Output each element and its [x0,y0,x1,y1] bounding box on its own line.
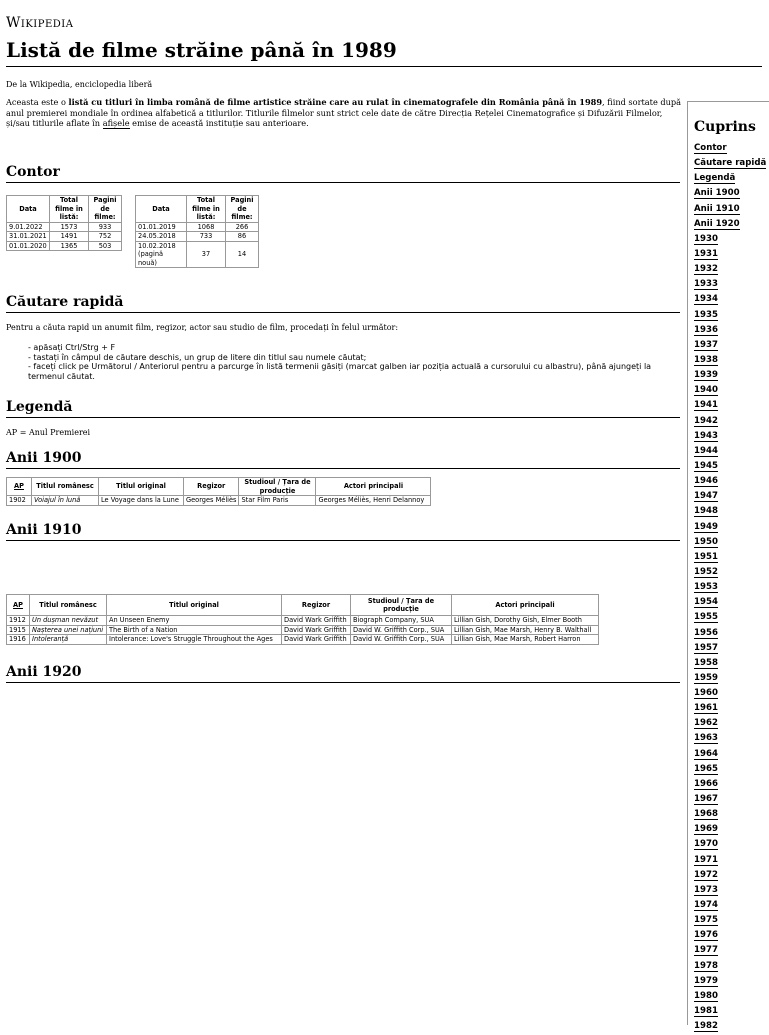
table-cell: David Wark Griffith [282,635,351,645]
toc-item[interactable] [694,975,766,990]
toc-item[interactable] [694,1020,766,1035]
table-cell: 266 [226,222,259,232]
toc-item[interactable] [694,581,766,596]
page-title: Listă de filme străine până în 1989 [6,36,762,67]
table-cell: Intoleranță [30,635,107,645]
table-header: Titlul original [99,478,184,496]
section-heading-anii-1900: Anii 1900 [6,448,680,469]
table-row [136,222,259,232]
toc-link[interactable]: 1975 [694,915,718,926]
list-item: - faceți click pe Următorul / Anteriorul pentru a parcurge în listă termenii găsiți (marcat galben iar poziția actuală a cursorului cu albastru), până ajungeți la termenul căutat. [28,362,652,381]
toc-link[interactable]: 1966 [694,778,718,789]
toc-link[interactable]: 1941 [694,400,718,411]
table-cell: An Unseen Enemy [107,616,282,626]
toc-item[interactable] [694,808,766,823]
toc-link[interactable]: Anii 1910 [694,203,740,214]
table-row [7,232,122,242]
toc-item[interactable] [694,793,766,808]
toc-item[interactable] [694,778,766,793]
site-logo[interactable]: Wikipedia [6,15,74,31]
table-header-ap[interactable] [7,478,32,496]
toc-item[interactable] [694,460,766,475]
table-cell: 9.01.2022 [7,222,50,232]
table-header: Total filme în listă: [187,196,226,223]
toc-link[interactable]: 1948 [694,506,718,517]
tagline: De la Wikipedia, enciclopedia liberă [6,80,153,89]
table-header: Regizor [184,478,239,496]
toc-link[interactable]: 1970 [694,839,718,850]
toc-link[interactable]: 1973 [694,884,718,895]
toc-link[interactable]: 1933 [694,279,718,290]
table-cell: Biograph Company, SUA [351,616,452,626]
toc-item[interactable] [694,415,766,430]
toc-item[interactable] [694,369,766,384]
toc-link[interactable]: 1956 [694,627,718,638]
table-cell: Star Film Paris [239,496,316,506]
table-cell: The Birth of a Nation [107,625,282,635]
toc-link[interactable]: 1964 [694,748,718,759]
table-cell: 1916 [7,635,30,645]
toc-link[interactable]: 1972 [694,869,718,880]
table-header: Actori principali [316,478,431,496]
toc-item[interactable] [694,475,766,490]
toc-link[interactable]: 1977 [694,945,718,956]
toc-list [694,142,766,1035]
toc-item[interactable] [694,445,766,460]
table-cell: 1912 [7,616,30,626]
table-cell: 1365 [50,241,89,251]
toc-item[interactable] [694,1005,766,1020]
table-header: Studioul / Țara de producție [351,595,452,616]
toc-link[interactable]: 1946 [694,476,718,487]
legend-text: AP = Anul Premierei [6,428,91,437]
toc-item[interactable] [694,324,766,339]
section-heading-cautare: Căutare rapidă [6,292,680,313]
toc-link[interactable]: Anii 1920 [694,218,740,229]
toc-link[interactable]: 1979 [694,975,718,986]
toc-item[interactable] [694,490,766,505]
table-cell: 10.02.2018 (pagină nouă) [136,241,187,268]
toc-link[interactable]: 1939 [694,370,718,381]
toc-link[interactable]: Legendă [694,173,736,184]
toc-item[interactable] [694,914,766,929]
toc-item[interactable] [694,430,766,445]
toc-item[interactable] [694,566,766,581]
toc-item[interactable] [694,838,766,853]
table-header: Total filme în listă: [50,196,89,223]
intro-text-3: emise de această instituție sau anterioare. [129,118,309,128]
table-cell: 503 [89,241,122,251]
toc-link[interactable]: 1978 [694,960,718,971]
toc-item[interactable] [694,732,766,747]
intro-text-1: Aceasta este o [6,97,69,107]
search-steps [28,343,683,381]
toc-link[interactable]: 1950 [694,536,718,547]
table-header: Titlul românesc [32,478,99,496]
toc-item[interactable] [694,384,766,399]
toc-link[interactable]: 1960 [694,688,718,699]
toc-link[interactable]: Anii 1900 [694,188,740,199]
toc-link[interactable]: 1965 [694,763,718,774]
section-heading-legenda: Legendă [6,397,680,418]
table-header-ap-label[interactable]: AP [14,482,24,491]
table-cell: Lillian Gish, Mae Marsh, Robert Harron [452,635,599,645]
toc-item[interactable] [694,611,766,626]
table-cell: Lillian Gish, Dorothy Gish, Elmer Booth [452,616,599,626]
toc-item[interactable] [694,339,766,354]
toc-link[interactable]: 1931 [694,248,718,259]
toc-link[interactable]: 1962 [694,718,718,729]
toc-item[interactable] [694,823,766,838]
toc-link[interactable]: 1954 [694,597,718,608]
toc-item[interactable] [694,944,766,959]
list-item: - apăsați Ctrl/Strg + F [28,343,116,352]
toc-link[interactable]: 1963 [694,733,718,744]
toc-link[interactable]: 1971 [694,854,718,865]
toc-item[interactable] [694,717,766,732]
toc-item[interactable] [694,218,766,233]
toc-link[interactable]: 1959 [694,672,718,683]
toc-link[interactable]: 1976 [694,930,718,941]
toc-item[interactable] [694,748,766,763]
toc-link[interactable]: 1942 [694,415,718,426]
toc-item[interactable] [694,172,766,187]
table-cell: 01.01.2019 [136,222,187,232]
toc-item[interactable] [694,884,766,899]
table-header: Regizor [282,595,351,616]
toc-item[interactable] [694,233,766,248]
toc-item[interactable] [694,278,766,293]
intro-text-2: , fiind sortate după anul premierei mondiale în ordinea alfabetică a titlurilor. Titlurile filmelor sunt strict cele date de către Direcția Rețelei Cinematografice și Difuzării Filmelor, și/sau titlurile aflate în [6,97,682,128]
toc-item[interactable] [694,187,766,202]
table-cell: Voiajul în lună [32,496,99,506]
table-row [7,625,599,635]
section-heading-contor: Contor [6,162,680,183]
toc-title: Cuprins [694,119,756,135]
table-cell: David W. Griffith Corp., SUA [351,635,452,645]
toc-item[interactable] [694,248,766,263]
table-row [136,241,259,268]
table-header: Pagini de filme: [226,196,259,223]
section-heading-anii-1920: Anii 1920 [6,662,680,683]
table-row [7,496,431,506]
table-cell: 933 [89,222,122,232]
table-cell: 86 [226,232,259,242]
table-header: Actori principali [452,595,599,616]
contor-table-2 [135,195,259,268]
list-item: - tastați în câmpul de căutare deschis, un grup de litere din titlul sau numele căutat; [28,352,367,362]
toc-link[interactable]: 1930 [694,233,718,244]
table-cell: 752 [89,232,122,242]
table-cell: Lillian Gish, Mae Marsh, Henry B. Walthall [452,625,599,635]
table-cell: David Wark Griffith [282,616,351,626]
search-intro: Pentru a căuta rapid un anumit film, regizor, actor sau studio de film, procedați în felul următor: [6,323,399,332]
toc-link[interactable]: 1940 [694,385,718,396]
table-cell: 14 [226,241,259,268]
table-cell: 01.01.2020 [7,241,50,251]
toc-item[interactable] [694,687,766,702]
table-header-row [136,196,259,223]
toc-link[interactable]: 1944 [694,445,718,456]
toc-item[interactable] [694,990,766,1005]
toc-item[interactable] [694,157,766,172]
intro-link-afise[interactable]: afișele [102,118,130,128]
table-cell: David Wark Griffith [282,625,351,635]
table-row [136,232,259,242]
table-cell: Le Voyage dans la Lune [99,496,184,506]
toc-item[interactable] [694,399,766,414]
contor-table-1 [6,195,122,251]
table-cell: Georges Méliès, Henri Delannoy [316,496,431,506]
table-of-contents [687,101,769,1032]
toc-link[interactable]: 1958 [694,657,718,668]
table-cell: 1915 [7,625,30,635]
toc-link[interactable]: Contor [694,143,727,153]
toc-item[interactable] [694,657,766,672]
toc-link[interactable]: 1935 [694,309,718,320]
table-cell: 1491 [50,232,89,242]
toc-item[interactable] [694,763,766,778]
toc-link[interactable]: 1955 [694,612,718,623]
toc-link[interactable]: 1949 [694,521,718,532]
table-cell: 1573 [50,222,89,232]
table-header: Studioul / Țara de producție [239,478,316,496]
toc-link[interactable]: 1969 [694,824,718,835]
toc-item[interactable] [694,536,766,551]
table-header-row [7,196,122,223]
table-cell: Georges Méliès [184,496,239,506]
toc-item[interactable] [694,263,766,278]
table-cell: Un dușman nevăzut [30,616,107,626]
toc-link[interactable]: 1957 [694,642,718,653]
table-header: Pagini de filme: [89,196,122,223]
toc-link[interactable]: 1982 [694,1021,718,1032]
table-row [7,241,122,251]
toc-item[interactable] [694,854,766,869]
table-row [7,222,122,232]
toc-link[interactable]: 1932 [694,264,718,275]
table-header: Titlul românesc [30,595,107,616]
table-cell: Nașterea unei națiuni [30,625,107,635]
toc-link[interactable]: 1968 [694,809,718,820]
toc-link[interactable]: 1936 [694,324,718,335]
toc-item[interactable] [694,960,766,975]
toc-link[interactable]: 1945 [694,460,718,471]
table-cell: 1902 [7,496,32,506]
table-header-ap-label[interactable]: AP [13,600,23,609]
toc-item[interactable] [694,293,766,308]
toc-link[interactable]: 1951 [694,551,718,562]
intro-bold: listă cu titluri în limba română de filme artistice străine care au rulat în cinematografele din România până în 1989 [68,97,603,107]
toc-item[interactable] [694,627,766,642]
section-heading-anii-1910: Anii 1910 [6,520,680,541]
toc-item[interactable] [694,642,766,657]
toc-item[interactable] [694,869,766,884]
table-cell: Intolerance: Love's Struggle Throughout the Ages [107,635,282,645]
toc-item[interactable] [694,203,766,218]
toc-link[interactable]: 1981 [694,1006,718,1017]
table-header-row [7,478,431,496]
toc-link[interactable]: 1938 [694,354,718,365]
toc-item[interactable] [694,505,766,520]
toc-link[interactable]: 1974 [694,900,718,911]
toc-link[interactable]: 1952 [694,566,718,577]
toc-item[interactable] [694,929,766,944]
table-cell: 1068 [187,222,226,232]
toc-link[interactable]: 1953 [694,582,718,593]
table-cell: David W. Griffith Corp., SUA [351,625,452,635]
toc-link[interactable]: Căutare rapidă [694,158,767,169]
toc-link[interactable]: 1937 [694,339,718,350]
films-table-1900 [6,477,431,506]
toc-link[interactable]: 1980 [694,990,718,1001]
toc-item[interactable] [694,309,766,324]
table-header: Data [7,196,50,223]
toc-item[interactable] [694,142,766,157]
toc-link[interactable]: 1961 [694,703,718,714]
table-header: Titlul original [107,595,282,616]
films-table-1910 [6,594,599,645]
toc-link[interactable]: 1947 [694,491,718,502]
intro-paragraph [6,97,686,129]
toc-item[interactable] [694,551,766,566]
table-header-row [7,595,599,616]
toc-link[interactable]: 1934 [694,294,718,305]
table-row [7,635,599,645]
toc-item[interactable] [694,521,766,536]
toc-link[interactable]: 1943 [694,430,718,441]
toc-item[interactable] [694,672,766,687]
table-header: Data [136,196,187,223]
table-cell: 733 [187,232,226,242]
toc-item[interactable] [694,702,766,717]
toc-item[interactable] [694,354,766,369]
toc-item[interactable] [694,899,766,914]
table-cell: 24.05.2018 [136,232,187,242]
toc-item[interactable] [694,596,766,611]
table-row [7,616,599,626]
table-cell: 31.01.2021 [7,232,50,242]
toc-link[interactable]: 1967 [694,794,718,805]
table-header-ap[interactable] [7,595,30,616]
table-cell: 37 [187,241,226,268]
